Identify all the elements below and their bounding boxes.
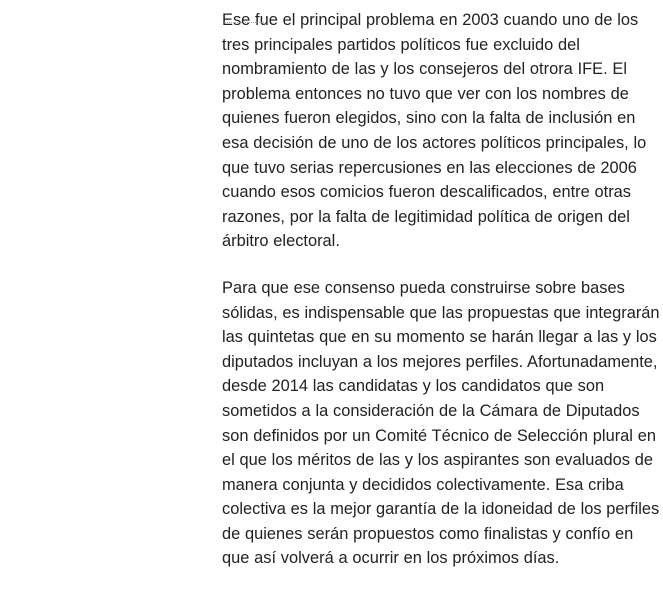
- article-paragraph-2: Para que ese consenso pueda construirse sobre bases sólidas, es indispensable que las propuestas que integrarán las quintetas que en su momento se harán llegar a las y los diputados incluyan a los mejores perfiles. Afortunadamente, desde 2014 las candidatas y los candidatos que son sometidos a la consideración de la Cámara de Diputados son definidos por un Comité Técnico de Selección plural en el que los méritos de las y los aspirantes son evaluados de manera conjunta y decididos colectivamente. Esa criba colectiva es la mejor garantía de la idoneidad de los perfiles de quienes serán propuestos como finalistas y confío en que así volverá a ocurrir en los próximos días.: [222, 278, 660, 568]
- faded-overlay-mark: [224, 16, 268, 23]
- article-paragraph-1: Ese fue el principal problema en 2003 cuando uno de los tres principales partidos políticos fue excluido del nombramiento de las y los consejeros del otrora IFE. El problema entonces no tuvo que ver con los nombres de quienes fueron elegidos, sino con la falta de inclusión en esa decisión de uno de los actores políticos principales, lo que tuvo serias repercusiones en las elecciones de 2006 cuando esos comicios fueron descalificados, entre otras razones, por la falta de legitimidad política de origen del árbitro electoral.: [222, 11, 647, 251]
- article-body: [222, 8, 663, 593]
